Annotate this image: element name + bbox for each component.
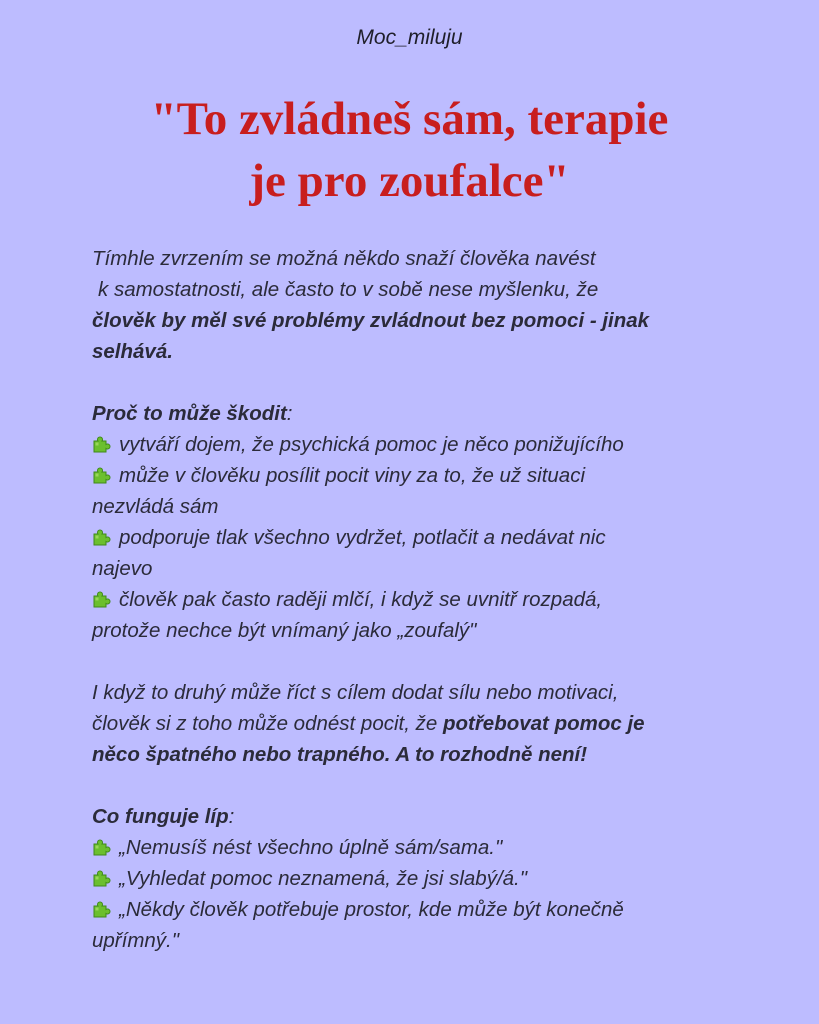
puzzle-piece-icon [92,900,112,918]
headline-line-1: "To zvládneš sám, terapie [150,93,669,145]
puzzle-piece-icon [92,528,112,546]
list-item: člověk pak často raději mlčí, i když se uvnitř rozpadá, protože nechce být vnímaný jako „zoufalý" [92,588,603,642]
list-item: podporuje tlak všechno vydržet, potlačit a nedávat nic najevo [92,526,606,580]
list-item: může v člověku posílit pocit viny za to, že už situaci nezvládá sám [92,464,586,518]
author-handle: Moc_miluju [356,26,463,49]
puzzle-piece-icon [92,435,112,453]
intro-paragraph: Tímhle zvrzením se možná někdo snaží člověka navést k samostatnosti, ale často to v sobě nese myšlenku, že člověk by měl své problémy zvládnout bez pomoci - jinak selhává. [92,247,650,363]
list-item: vytváří dojem, že psychická pomoc je něco ponižujícího [92,429,742,460]
puzzle-piece-icon [92,838,112,856]
headline-line-2: je pro zoufalce" [249,155,570,207]
list-item: „Někdy člověk potřebuje prostor, kde může být konečně upřímný." [92,898,624,952]
puzzle-piece-icon [92,869,112,887]
why-heading: Proč to může škodit: [92,402,293,425]
headline [0,88,819,212]
list-item: „Nemusíš nést všechno úplně sám/sama." [92,832,742,863]
second-paragraph: I když to druhý může říct s cílem dodat sílu nebo motivaci, člověk si z toho může odnést pocit, že potřebovat pomoc je něco špatného nebo trapného. A to rozhodně není! [92,681,645,766]
puzzle-piece-icon [92,466,112,484]
list-item: „Vyhledat pomoc neznamená, že jsi slabý/á." [92,863,742,894]
better-heading: Co funguje líp: [92,805,235,828]
why-list [92,429,742,646]
better-list [92,832,742,956]
post-body [92,243,742,956]
puzzle-piece-icon [92,590,112,608]
